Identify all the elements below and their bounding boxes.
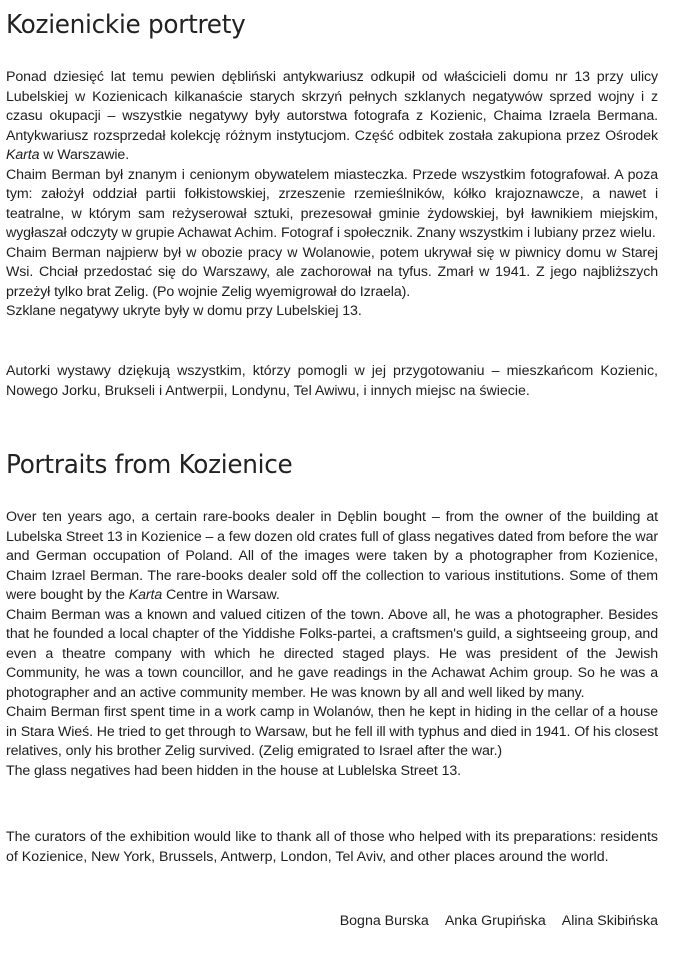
- polish-paragraph-1: Ponad dziesięć lat temu pewien dębliński antykwariusz odkupił od właścicieli domu nr 13 przy ulicy Lubelskiej w Kozienicach kilkanaście starych skrzyń pełnych szklanych negatywów sprzed wojny i z czasu okupacji – wszystkie negatywy były autorstwa fotografa z Kozienic, Chaima Izraela Bermana. Antykwariusz rozsprzedał kolekcję różnym instytucjom. Część odbitek została zakupiona przez Ośrodek Karta w Warszawie.: [6, 69, 658, 163]
- author-name: Alina Skibińska: [561, 913, 658, 929]
- author-name: Anka Grupińska: [444, 913, 546, 929]
- english-paragraph-4: The glass negatives had been hidden in the house at Lublelska Street 13.: [6, 762, 462, 779]
- english-paragraph-1: Over ten years ago, a certain rare-books dealer in Dęblin bought – from the owner of the building at Lubelska Street 13 in Kozienice – a few dozen old crates full of glass negatives dated from before the war and German occupation of Poland. All of the images were taken by a photographer from Kozienice, Chaim Izrael Berman. The rare-books dealer sold off the collection to various institutions. Some of them were bought by the Karta Centre in Warsaw.: [6, 509, 658, 603]
- polish-title: Kozienickie portrety: [6, 10, 246, 40]
- english-acknowledgement: The curators of the exhibition would like to thank all of those who helped with its preparations: residents of Kozienice, New York, Brussels, Antwerp, London, Tel Aviv, and other places around the world.: [6, 829, 658, 865]
- english-paragraph-3: Chaim Berman first spent time in a work camp in Wolanów, then he kept in hiding in the cellar of a house in Stara Wieś. He tried to get through to Warsaw, but he fell ill with typhus and died in 1941. Of his closest relatives, only his brother Zelig survived. (Zelig emigrated to Israel after the war.): [6, 704, 658, 759]
- karta-emphasis: Karta: [6, 147, 40, 163]
- english-title: Portraits from Kozienice: [6, 450, 293, 480]
- karta-emphasis: Karta: [128, 587, 163, 603]
- polish-paragraph-4: Szklane negatywy ukryte były w domu przy Lubelskiej 13.: [6, 303, 362, 319]
- polish-acknowledgement: Autorki wystawy dziękują wszystkim, którzy pomogli w jej przygotowaniu – mieszkańcom Kozienic, Nowego Jorku, Brukseli i Antwerpii, Londynu, Tel Awiwu, i innych miejsc na świecie.: [6, 363, 658, 399]
- polish-paragraph-2: Chaim Berman był znanym i cenionym obywatelem miasteczka. Przede wszystkim fotografował. A poza tym: założył oddział partii fołkistowskiej, zrzeszenie rzemieślników, kółko krajoznawcze, a nawet i teatralne, w którym sam reżyserował sztuki, prezesował gminie żydowskiej, był ławnikiem miejskim, wygłaszał odczyty w grupie Achawat Achim. Fotograf i społecznik. Znany wszystkim i lubiany przez wielu.: [6, 166, 658, 241]
- polish-body: [6, 68, 658, 322]
- english-body: [6, 508, 658, 781]
- polish-paragraph-3: Chaim Berman najpierw był w obozie pracy w Wolanowie, potem ukrywał się w piwnicy domu w Starej Wsi. Chciał przedostać się do Warszawy, ale zachorował na tyfus. Zmarł w 1941. Z jego najbliższych przeżył tylko brat Zelig. (Po wojnie Zelig wyemigrował do Izraela).: [6, 244, 658, 300]
- authors-signature: [340, 913, 658, 929]
- english-paragraph-2: Chaim Berman was a known and valued citizen of the town. Above all, he was a photographer. Besides that he founded a local chapter of the Yiddishe Folks-partei, a craftsmen's guild, a sightseeing group, and even a theatre company with which he directed staged plays. He was president of the Jewish Community, he was a town councillor, and he gave readings in the Achawat Achim group. So he was a photographer and an active community member. He was known by all and well liked by many.: [6, 606, 658, 701]
- author-name: Bogna Burska: [339, 913, 429, 929]
